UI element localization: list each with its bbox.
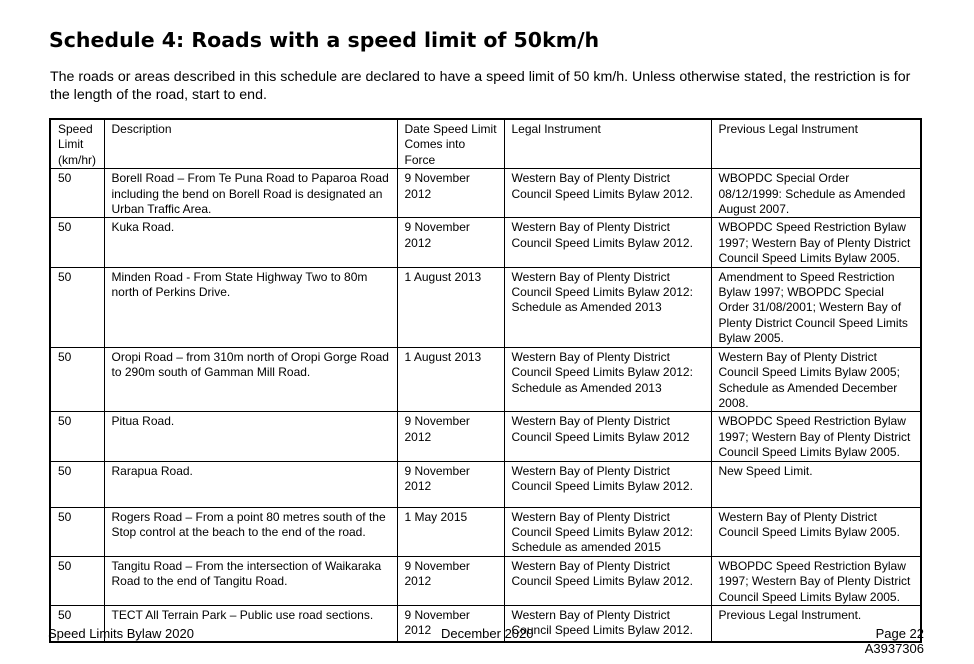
cell-speed: 50	[50, 412, 104, 461]
header-legal-instrument: Legal Instrument	[504, 119, 711, 169]
footer-date: December 2020	[441, 626, 534, 641]
cell-date: 9 November 2012	[397, 412, 504, 461]
cell-date: 9 November 2012	[397, 169, 504, 218]
cell-previous: WBOPDC Speed Restriction Bylaw 1997; Western Bay of Plenty District Council Speed Limits Bylaw 2005.	[711, 556, 921, 605]
cell-speed: 50	[50, 556, 104, 605]
cell-date: 1 August 2013	[397, 347, 504, 412]
cell-previous: Previous Legal Instrument.	[711, 605, 921, 642]
cell-previous: Western Bay of Plenty District Council Speed Limits Bylaw 2005.	[711, 507, 921, 556]
cell-legal: Western Bay of Plenty District Council Speed Limits Bylaw 2012: Schedule as Amended 2013	[504, 347, 711, 412]
footer-document-title: Speed Limits Bylaw 2020	[48, 626, 194, 641]
cell-legal: Western Bay of Plenty District Council Speed Limits Bylaw 2012: Schedule as amended 2015	[504, 507, 711, 556]
table-row	[50, 461, 921, 507]
footer-page-info	[865, 626, 924, 656]
cell-legal: Western Bay of Plenty District Council Speed Limits Bylaw 2012.	[504, 461, 711, 507]
cell-date: 9 November 2012	[397, 605, 504, 642]
cell-description: Rogers Road – From a point 80 metres south of the Stop control at the beach to the end of the road.	[104, 507, 397, 556]
cell-description: Oropi Road – from 310m north of Oropi Gorge Road to 290m south of Gamman Mill Road.	[104, 347, 397, 412]
header-speed-limit: Speed Limit (km/hr)	[50, 119, 104, 169]
cell-legal: Western Bay of Plenty District Council Speed Limits Bylaw 2012.	[504, 556, 711, 605]
page-title: Schedule 4: Roads with a speed limit of 50km/h	[49, 28, 600, 52]
cell-legal: Western Bay of Plenty District Council Speed Limits Bylaw 2012.	[504, 605, 711, 642]
speed-limit-table	[49, 118, 922, 643]
cell-legal: Western Bay of Plenty District Council Speed Limits Bylaw 2012.	[504, 169, 711, 218]
cell-speed: 50	[50, 461, 104, 507]
footer-page-number: Page 22	[875, 626, 924, 641]
cell-description: Tangitu Road – From the intersection of Waikaraka Road to the end of Tangitu Road.	[104, 556, 397, 605]
table-row	[50, 267, 921, 347]
cell-description: TECT All Terrain Park – Public use road sections.	[104, 605, 397, 642]
cell-date: 1 August 2013	[397, 267, 504, 347]
cell-description: Borell Road – From Te Puna Road to Paparoa Road including the bend on Borell Road is designated an Urban Traffic Area.	[104, 169, 397, 218]
cell-legal: Western Bay of Plenty District Council Speed Limits Bylaw 2012: Schedule as Amended 2013	[504, 267, 711, 347]
cell-date: 9 November 2012	[397, 556, 504, 605]
cell-previous: Western Bay of Plenty District Council Speed Limits Bylaw 2005; Schedule as Amended December 2008.	[711, 347, 921, 412]
footer-document-id: A3937306	[864, 641, 924, 656]
cell-speed: 50	[50, 605, 104, 642]
cell-description: Pitua Road.	[104, 412, 397, 461]
cell-previous: WBOPDC Speed Restriction Bylaw 1997; Western Bay of Plenty District Council Speed Limits Bylaw 2005.	[711, 412, 921, 461]
intro-paragraph: The roads or areas described in this schedule are declared to have a speed limit of 50 km/h. Unless otherwise stated, the restriction is for the length of the road, start to end.	[50, 69, 911, 103]
table-body	[50, 169, 921, 643]
cell-description: Minden Road - From State Highway Two to 80m north of Perkins Drive.	[104, 267, 397, 347]
header-date: Date Speed Limit Comes into Force	[397, 119, 504, 169]
cell-legal: Western Bay of Plenty District Council Speed Limits Bylaw 2012.	[504, 218, 711, 267]
header-row	[50, 119, 921, 169]
cell-legal: Western Bay of Plenty District Council Speed Limits Bylaw 2012	[504, 412, 711, 461]
header-previous-legal-instrument: Previous Legal Instrument	[711, 119, 921, 169]
cell-speed: 50	[50, 267, 104, 347]
cell-date: 1 May 2015	[397, 507, 504, 556]
cell-previous: New Speed Limit.	[711, 461, 921, 507]
cell-description: Rarapua Road.	[104, 461, 397, 507]
header-description: Description	[104, 119, 397, 169]
cell-date: 9 November 2012	[397, 461, 504, 507]
table-row	[50, 412, 921, 461]
cell-description: Kuka Road.	[104, 218, 397, 267]
cell-speed: 50	[50, 347, 104, 412]
cell-speed: 50	[50, 218, 104, 267]
cell-speed: 50	[50, 169, 104, 218]
table-row	[50, 218, 921, 267]
table-row	[50, 507, 921, 556]
table-header	[50, 119, 921, 169]
cell-speed: 50	[50, 507, 104, 556]
table-row	[50, 556, 921, 605]
cell-date: 9 November 2012	[397, 218, 504, 267]
cell-previous: Amendment to Speed Restriction Bylaw 1997; WBOPDC Special Order 31/08/2001; Western Bay of Plenty District Council Speed Limits Bylaw 2005.	[711, 267, 921, 347]
table-row	[50, 169, 921, 218]
table-row	[50, 347, 921, 412]
cell-previous: WBOPDC Speed Restriction Bylaw 1997; Western Bay of Plenty District Council Speed Limits Bylaw 2005.	[711, 218, 921, 267]
cell-previous: WBOPDC Special Order 08/12/1999: Schedule as Amended August 2007.	[711, 169, 921, 218]
